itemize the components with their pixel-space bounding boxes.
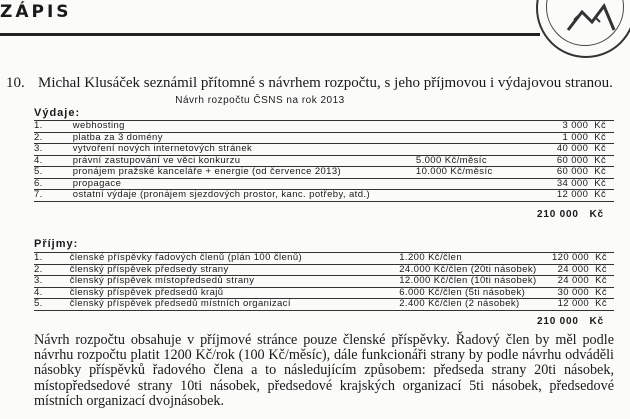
row-description: právní zastupování ve věci konkurzu	[73, 155, 416, 167]
row-number: 7.	[34, 190, 73, 202]
row-amount: 12 000	[534, 190, 594, 202]
table-row	[34, 121, 614, 133]
row-amount: 1 000	[534, 132, 594, 144]
table-row	[34, 299, 614, 311]
table-row	[34, 276, 614, 288]
expenses-heading: Výdaje:	[34, 107, 81, 119]
row-amount: 24 000	[537, 276, 596, 288]
table-row	[34, 167, 614, 179]
row-unit: Kč	[594, 121, 614, 133]
row-unit: Kč	[594, 167, 614, 179]
row-rate: 1.200 Kč/člen	[399, 253, 536, 265]
row-description: propagace	[73, 178, 416, 190]
row-amount: 3 000	[534, 121, 594, 133]
row-rate	[416, 121, 534, 133]
expenses-table	[34, 120, 614, 202]
row-rate: 5.000 Kč/měsíc	[416, 155, 534, 167]
row-rate: 2.400 Kč/člen (2 násobek)	[399, 299, 536, 311]
table-row	[34, 132, 614, 144]
table-row	[34, 287, 614, 299]
row-unit: Kč	[595, 253, 614, 265]
row-number: 3.	[34, 144, 73, 156]
row-amount: 40 000	[534, 144, 594, 156]
budget-paragraph: Návrh rozpočtu obsahuje v příjmové stránce pouze členské příspěvky. Řadový člen by měl podle návrhu rozpočtu platit 1200 Kč/rok (100 Kč/měsíc), dále funkcionáři strany by podle návrhu odváděli násobky příspěvků řadového člena a to následujícím způsobem: předseda strany 20ti násobek, místopředsedové strany 10ti násobek, předsedové krajských organizací 5ti násobek, předsedové místních organizací dvojnásobek.	[34, 332, 614, 409]
row-unit: Kč	[595, 299, 614, 311]
row-rate	[416, 178, 534, 190]
row-rate	[416, 190, 534, 202]
expenses-total-amount: 210 000	[537, 209, 579, 220]
row-description: webhosting	[73, 121, 416, 133]
row-amount: 12 000	[537, 299, 596, 311]
table-row	[34, 253, 614, 265]
row-unit: Kč	[594, 178, 614, 190]
income-total-unit: Kč	[589, 316, 604, 327]
row-description: vytvoření nových internetových stránek	[73, 144, 416, 156]
row-unit: Kč	[594, 190, 614, 202]
table-row	[34, 155, 614, 167]
row-description: platba za 3 domény	[73, 132, 416, 144]
row-number: 3.	[34, 276, 70, 288]
row-unit: Kč	[595, 287, 614, 299]
row-amount: 34 000	[534, 178, 594, 190]
table-row	[34, 178, 614, 190]
row-number: 4.	[34, 287, 70, 299]
expenses-total-unit: Kč	[589, 209, 604, 220]
row-unit: Kč	[595, 276, 614, 288]
row-number: 5.	[34, 299, 70, 311]
item-number: 10.	[6, 75, 25, 91]
row-number: 2.	[34, 264, 70, 276]
row-amount: 30 000	[537, 287, 596, 299]
row-rate: 12.000 Kč/člen (10ti násobek)	[399, 275, 537, 287]
expenses-total	[537, 209, 604, 220]
row-description: členský příspěvek předsedy strany	[70, 264, 400, 276]
income-total-amount: 210 000	[537, 316, 579, 327]
row-number: 4.	[34, 155, 73, 167]
document-title: ZÁPIS	[0, 2, 72, 22]
row-unit: Kč	[594, 132, 614, 144]
row-description: členský příspěvek místopředsedů strany	[70, 276, 400, 288]
row-description: pronájem pražské kanceláře + energie (od července 2013)	[73, 167, 416, 179]
row-unit: Kč	[595, 264, 614, 276]
row-amount: 60 000	[534, 167, 594, 179]
table-row	[34, 144, 614, 156]
row-number: 5.	[34, 167, 73, 179]
row-rate: 24.000 Kč/člen (20ti násobek)	[399, 263, 537, 275]
row-number: 2.	[34, 132, 73, 144]
party-seal	[536, 0, 630, 58]
row-number: 1.	[34, 253, 70, 265]
budget-title: Návrh rozpočtu ČSNS na rok 2013	[175, 95, 345, 106]
row-number: 1.	[34, 121, 73, 133]
income-table	[34, 252, 614, 311]
seal-emblem-icon	[538, 0, 630, 56]
row-unit: Kč	[594, 155, 614, 167]
row-description: členské příspěvky řadových členů (plán 100 členů)	[70, 253, 400, 265]
item-text: Michal Klusáček seznámil přítomné s návrhem rozpočtu, s jeho příjmovou i výdajovou stranou.	[38, 75, 613, 91]
row-rate	[416, 132, 534, 144]
income-total	[537, 316, 604, 327]
row-unit: Kč	[594, 144, 614, 156]
row-rate: 6.000 Kč/člen (5ti násobek)	[399, 287, 536, 299]
income-heading: Příjmy:	[34, 238, 79, 250]
header-divider	[0, 33, 540, 36]
table-row	[34, 264, 614, 276]
table-row	[34, 190, 614, 202]
row-rate: 10.000 Kč/měsíc	[416, 167, 534, 179]
row-amount: 60 000	[534, 155, 594, 167]
row-number: 6.	[34, 178, 73, 190]
row-amount: 120 000	[537, 253, 596, 265]
row-description: členský příspěvek předsedů krajů	[70, 287, 400, 299]
row-description: členský příspěvek předsedů místních organizací	[70, 299, 400, 311]
row-description: ostatní výdaje (pronájem sjezdových prostor, kanc. potřeby, atd.)	[73, 190, 416, 202]
row-rate	[416, 144, 534, 156]
row-amount: 24 000	[537, 264, 596, 276]
